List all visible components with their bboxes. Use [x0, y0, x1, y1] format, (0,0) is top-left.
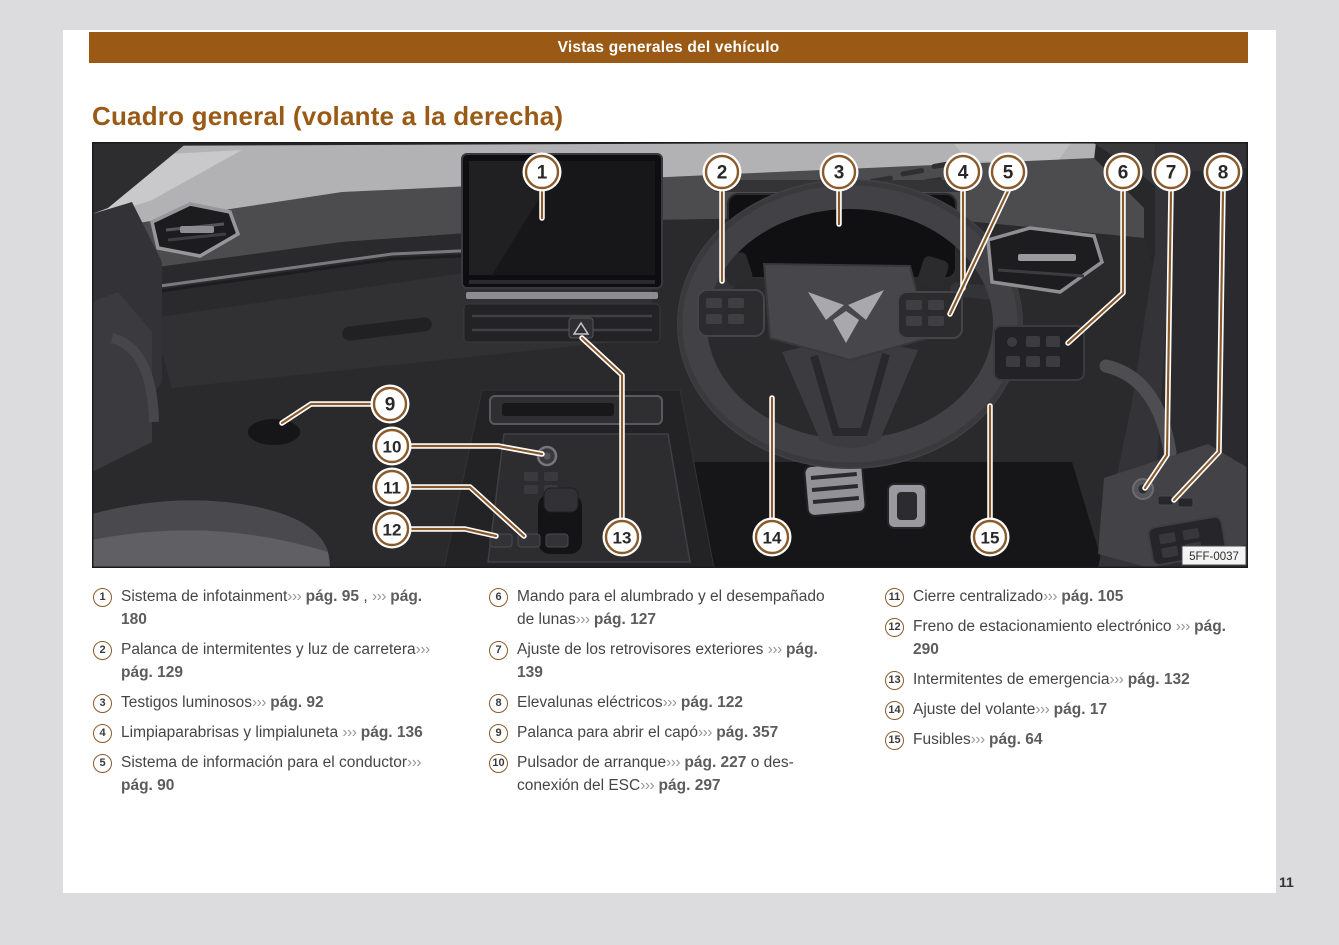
legend-item-12: [884, 615, 1248, 661]
legend-item-number: 1: [93, 588, 112, 607]
chevron-icon: ›››: [371, 588, 386, 605]
legend-label: Limpiaparabrisas y limpialuneta: [121, 724, 343, 741]
callout-number: 1: [536, 162, 548, 184]
chapter-header-bar: [89, 32, 1248, 63]
page-ref-link[interactable]: pág. 227: [680, 754, 747, 771]
window-switch: [1158, 496, 1173, 505]
legend-label: Testigos luminosos: [121, 694, 252, 711]
legend-item-6: [488, 585, 844, 631]
legend-item-number: 7: [489, 641, 508, 660]
legend-column-2: [488, 585, 844, 804]
page-ref-link[interactable]: pág. 129: [121, 664, 184, 681]
chevron-icon: ›››: [1043, 588, 1058, 605]
chevron-icon: ›››: [666, 754, 681, 771]
legend-label: Intermitentes de emergencia: [913, 671, 1110, 688]
callout-number: 15: [980, 528, 1000, 548]
page-ref-link[interactable]: pág. 95: [301, 588, 360, 605]
center-console: [444, 390, 714, 568]
legend-label: o desconexión del ESC: [517, 754, 794, 794]
callout-number: 3: [833, 162, 845, 184]
legend-column-1: [92, 585, 448, 804]
legend-label: Freno de estacionamiento electrónico: [913, 618, 1176, 635]
figure-code-text: 5FF-0037: [1189, 551, 1239, 563]
left-wheel-buttons: [698, 290, 764, 336]
legend-item-10: [488, 751, 844, 797]
callout-number: 13: [612, 528, 632, 548]
legend-item-5: [92, 751, 448, 797]
chapter-header-title: Vistas generales del vehículo: [557, 38, 780, 56]
legend-item-8: [488, 691, 844, 714]
center-air-vents: [464, 304, 660, 342]
figure-code-label: [1182, 546, 1246, 565]
pdf-page: [63, 30, 1276, 893]
legend-item-text: [517, 751, 844, 797]
callout-number: 10: [382, 437, 402, 457]
legend-item-text: [913, 668, 1248, 691]
page-ref-link[interactable]: pág. 127: [589, 611, 656, 628]
legend-label: Cierre centralizado: [913, 588, 1044, 605]
chevron-icon: ›››: [287, 588, 302, 605]
legend-item-13: [884, 668, 1248, 691]
chevron-icon: ›››: [407, 754, 422, 771]
legend-label: Palanca de intermitentes y luz de carretera: [121, 641, 416, 658]
legend-label: Ajuste del volante: [913, 701, 1036, 718]
legend-item-text: [517, 691, 844, 714]
legend-item-number: 5: [93, 754, 112, 773]
legend-item-text: [517, 638, 844, 684]
callout-number: 4: [957, 162, 969, 184]
page-ref-link[interactable]: pág. 90: [121, 777, 175, 794]
callout-number: 11: [383, 478, 401, 498]
window-switch: [1178, 498, 1193, 507]
legend-label: Palanca para abrir el capó: [517, 724, 698, 741]
legend-label: Fusibles: [913, 731, 971, 748]
page-number: 11: [1279, 874, 1294, 890]
page-ref-link[interactable]: pág. 136: [356, 724, 423, 741]
callout-number: 9: [384, 394, 396, 416]
callout-number: 14: [762, 528, 782, 548]
chevron-icon: ›››: [1175, 618, 1190, 635]
legend-column-3: [884, 585, 1248, 804]
legend-label: Sistema de infotainment: [121, 588, 288, 605]
legend-item-text: [121, 721, 448, 744]
legend-item-number: 11: [885, 588, 904, 607]
legend-item-number: 13: [885, 671, 904, 690]
chevron-icon: ›››: [767, 641, 782, 658]
chevron-icon: ›››: [342, 724, 357, 741]
page-ref-link[interactable]: pág. 139: [517, 641, 818, 681]
page-ref-link[interactable]: pág. 290: [913, 618, 1226, 658]
chevron-icon: ›››: [697, 724, 712, 741]
callout-number: 5: [1002, 162, 1014, 184]
accelerator-pedal: [804, 462, 866, 517]
page-ref-link[interactable]: pág. 132: [1123, 671, 1190, 688]
chevron-icon: ›››: [1109, 671, 1124, 688]
legend-item-text: [121, 638, 448, 684]
chevron-icon: ›››: [251, 694, 266, 711]
dashboard-figure-svg: [92, 142, 1248, 568]
legend-item-15: [884, 728, 1248, 751]
page-ref-link[interactable]: pág. 17: [1049, 701, 1108, 718]
legend-label: Elevalunas eléctricos: [517, 694, 663, 711]
legend-item-number: 6: [489, 588, 508, 607]
legend-item-text: [517, 585, 844, 631]
callout-number: 7: [1165, 162, 1177, 184]
callout-number: 8: [1217, 162, 1229, 184]
chevron-icon: ›››: [662, 694, 677, 711]
chevron-icon: ›››: [1035, 701, 1050, 718]
page-ref-link[interactable]: pág. 297: [654, 777, 721, 794]
legend: [92, 585, 1252, 804]
legend-label: Mando para el alumbrado y el desempañado de lunas: [517, 588, 825, 628]
legend-item-number: 3: [93, 694, 112, 713]
legend-item-number: 12: [885, 618, 904, 637]
legend-item-text: [913, 698, 1248, 721]
legend-item-1: [92, 585, 448, 631]
legend-item-number: 2: [93, 641, 112, 660]
page-ref-link[interactable]: pág. 357: [711, 724, 779, 741]
legend-item-text: [121, 751, 448, 797]
chevron-icon: ›››: [575, 611, 590, 628]
legend-item-11: [884, 585, 1248, 608]
page-ref-link[interactable]: pág. 92: [265, 694, 324, 711]
legend-item-14: [884, 698, 1248, 721]
legend-item-text: [913, 585, 1248, 608]
page-ref-link[interactable]: pág. 180: [121, 588, 423, 628]
chevron-icon: ›››: [970, 731, 985, 748]
legend-item-9: [488, 721, 844, 744]
legend-label: Sistema de información para el conductor: [121, 754, 408, 771]
dashboard-figure: [92, 142, 1248, 568]
callout-number: 6: [1117, 162, 1129, 184]
page-title: Cuadro general (volante a la derecha): [92, 101, 564, 132]
legend-item-number: 8: [489, 694, 508, 713]
legend-label: ,: [359, 588, 372, 605]
legend-item-2: [92, 638, 448, 684]
legend-item-text: [121, 691, 448, 714]
legend-item-4: [92, 721, 448, 744]
chevron-icon: ›››: [415, 641, 430, 658]
infotainment-screen: [462, 154, 662, 299]
legend-item-number: 9: [489, 724, 508, 743]
callout-number: 2: [716, 162, 728, 184]
light-control-panel: [994, 326, 1084, 380]
legend-item-3: [92, 691, 448, 714]
legend-item-text: [517, 721, 844, 744]
legend-item-number: 10: [489, 754, 508, 773]
page-ref-link[interactable]: pág. 122: [676, 694, 743, 711]
page-ref-link[interactable]: pág. 64: [984, 731, 1043, 748]
page-ref-link[interactable]: pág. 105: [1057, 588, 1124, 605]
legend-item-number: 14: [885, 701, 904, 720]
legend-item-number: 4: [93, 724, 112, 743]
legend-item-text: [121, 585, 448, 631]
console-button: [546, 534, 568, 547]
brake-pedal: [888, 484, 926, 528]
chevron-icon: ›››: [640, 777, 655, 794]
legend-label: Ajuste de los retrovisores exteriores: [517, 641, 768, 658]
legend-item-7: [488, 638, 844, 684]
legend-item-text: [913, 728, 1248, 751]
gear-selector-knob: [544, 488, 578, 512]
callout-number: 12: [382, 520, 402, 540]
legend-label: Pulsador de arranque: [517, 754, 667, 771]
legend-item-number: 15: [885, 731, 904, 750]
bonnet-release-recess: [248, 419, 300, 445]
hazard-button: [569, 318, 593, 338]
legend-item-text: [913, 615, 1248, 661]
